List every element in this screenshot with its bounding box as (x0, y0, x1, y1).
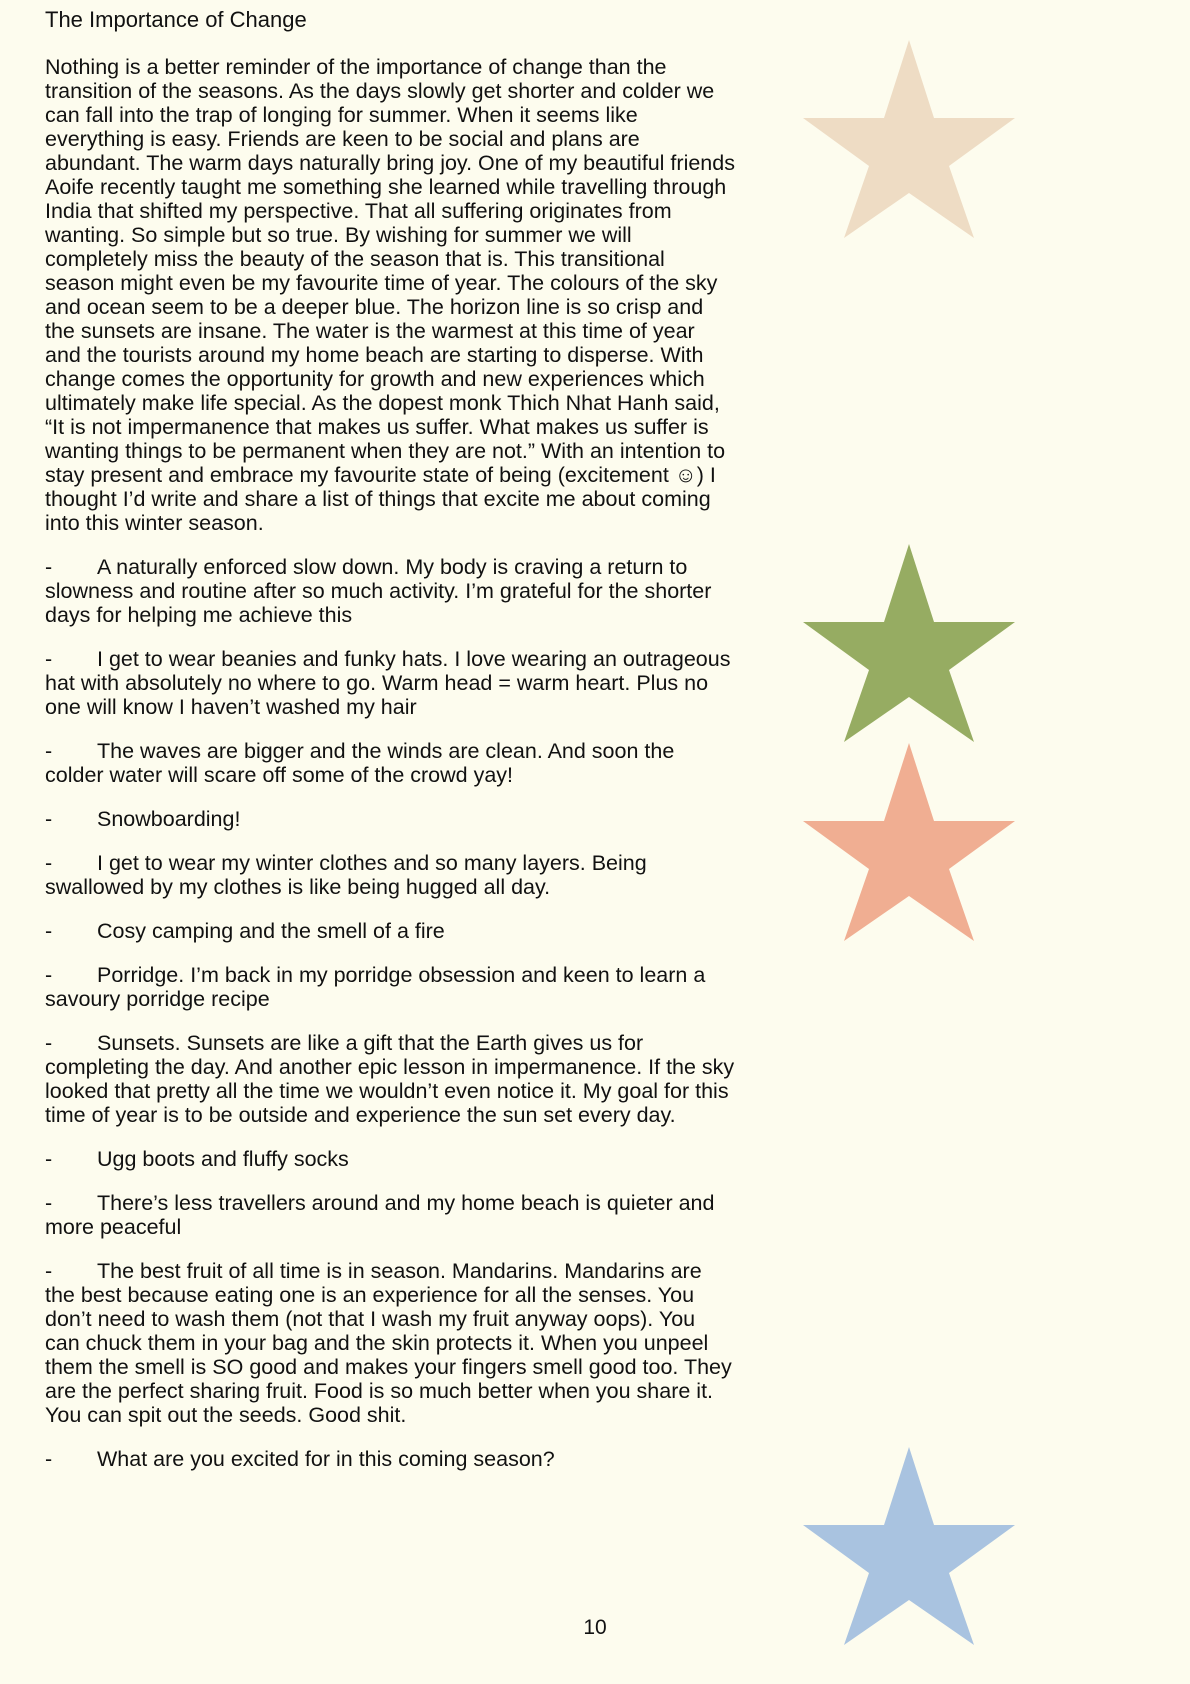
list-item-text: Snowboarding! (97, 807, 241, 831)
page-title: The Importance of Change (45, 7, 307, 32)
list-item-text: What are you excited for in this coming season? (97, 1447, 555, 1471)
list-item-text: Porridge. I’m back in my porridge obsession and keen to learn a savoury porridge recipe (45, 963, 706, 1011)
star-shape (803, 544, 1015, 742)
list-item-text: I get to wear beanies and funky hats. I love wearing an outrageous hat with absolutely no where to go. Warm head = warm heart. Plus no one will know I haven’t washed my hair (45, 647, 731, 719)
intro-paragraph: Nothing is a better reminder of the importance of change than the transition of the seasons. As the days slowly get shorter and colder we can fall into the trap of longing for summer. When it seems like everything is easy. Friends are keen to be social and plans are abundant. The warm days naturally bring joy. One of my beautiful friends Aoife recently taught me something she learned while travelling through India that shifted my perspective. That all suffering originates from wanting. So simple but so true. By wishing for summer we will completely miss the beauty of the season that is. This transitional season might even be my favourite time of year. The colours of the sky and ocean seem to be a deeper blue. The horizon line is so crisp and the sunsets are insane. The water is the warmest at this time of year and the tourists around my home beach are starting to disperse. With change comes the opportunity for growth and new experiences which ultimately make life special. As the dopest monk Thich Nhat Hanh said, “It is not impermanence that makes us suffer. What makes us suffer is wanting things to be permanent when they are not.” With an intention to stay present and embrace my favourite state of being (excitement ☺) I thought I’d write and share a list of things that excite me about coming into this winter season. (45, 55, 735, 535)
list-item-text: The waves are bigger and the winds are clean. And soon the colder water will scare off some of the crowd yay! (45, 739, 675, 787)
article-body (45, 55, 735, 1491)
list-item-text: The best fruit of all time is in season. Mandarins. Mandarins are the best because eating one is an experience for all the senses. You don’t need to wash them (not that I wash my fruit anyway oops). You can chuck them in your bag and the skin protects it. When you unpeel them the smell is SO good and makes your fingers smell good too. They are the perfect sharing fruit. Food is so much better when you share it. You can spit out the seeds. Good shit. (45, 1259, 732, 1427)
list-item-text: A naturally enforced slow down. My body is craving a return to slowness and routine after so much activity. I’m grateful for the shorter days for helping me achieve this (45, 555, 712, 627)
star-shape (803, 40, 1015, 238)
list-item (45, 1191, 735, 1239)
star-icon-peach (800, 38, 1018, 240)
list-item (45, 851, 735, 899)
list-item (45, 963, 735, 1011)
list-item (45, 919, 735, 943)
star-icon-green (800, 542, 1018, 744)
list-item-text: Cosy camping and the smell of a fire (97, 919, 445, 943)
bullet-dash: - (45, 1447, 53, 1471)
bullet-dash: - (45, 555, 53, 579)
bullet-dash: - (45, 739, 53, 763)
list-item-text: Sunsets. Sunsets are like a gift that the Earth gives us for completing the day. And another epic lesson in impermanence. If the sky looked that pretty all the time we wouldn’t even notice it. My goal for this time of year is to be outside and experience the sun set every day. (45, 1031, 735, 1127)
list-item-text: There’s less travellers around and my home beach is quieter and more peaceful (45, 1191, 715, 1239)
list-item (45, 1447, 735, 1471)
list-item (45, 1031, 735, 1127)
bullet-dash: - (45, 1259, 53, 1283)
list-item (45, 555, 735, 627)
star-icon-salmon (800, 741, 1018, 943)
list-item (45, 1259, 735, 1427)
list-item (45, 647, 735, 719)
list-item-text: Ugg boots and fluffy socks (97, 1147, 349, 1171)
bullet-dash: - (45, 1147, 53, 1171)
list-item (45, 1147, 735, 1171)
page-number: 10 (583, 1616, 607, 1639)
list-item (45, 739, 735, 787)
bullet-dash: - (45, 919, 53, 943)
bullet-dash: - (45, 1031, 53, 1055)
excitement-list (45, 555, 735, 1471)
bullet-dash: - (45, 807, 53, 831)
list-item (45, 807, 735, 831)
star-shape (803, 743, 1015, 941)
bullet-dash: - (45, 1191, 53, 1215)
bullet-dash: - (45, 647, 53, 671)
bullet-dash: - (45, 851, 53, 875)
list-item-text: I get to wear my winter clothes and so many layers. Being swallowed by my clothes is like being hugged all day. (45, 851, 647, 899)
bullet-dash: - (45, 963, 53, 987)
